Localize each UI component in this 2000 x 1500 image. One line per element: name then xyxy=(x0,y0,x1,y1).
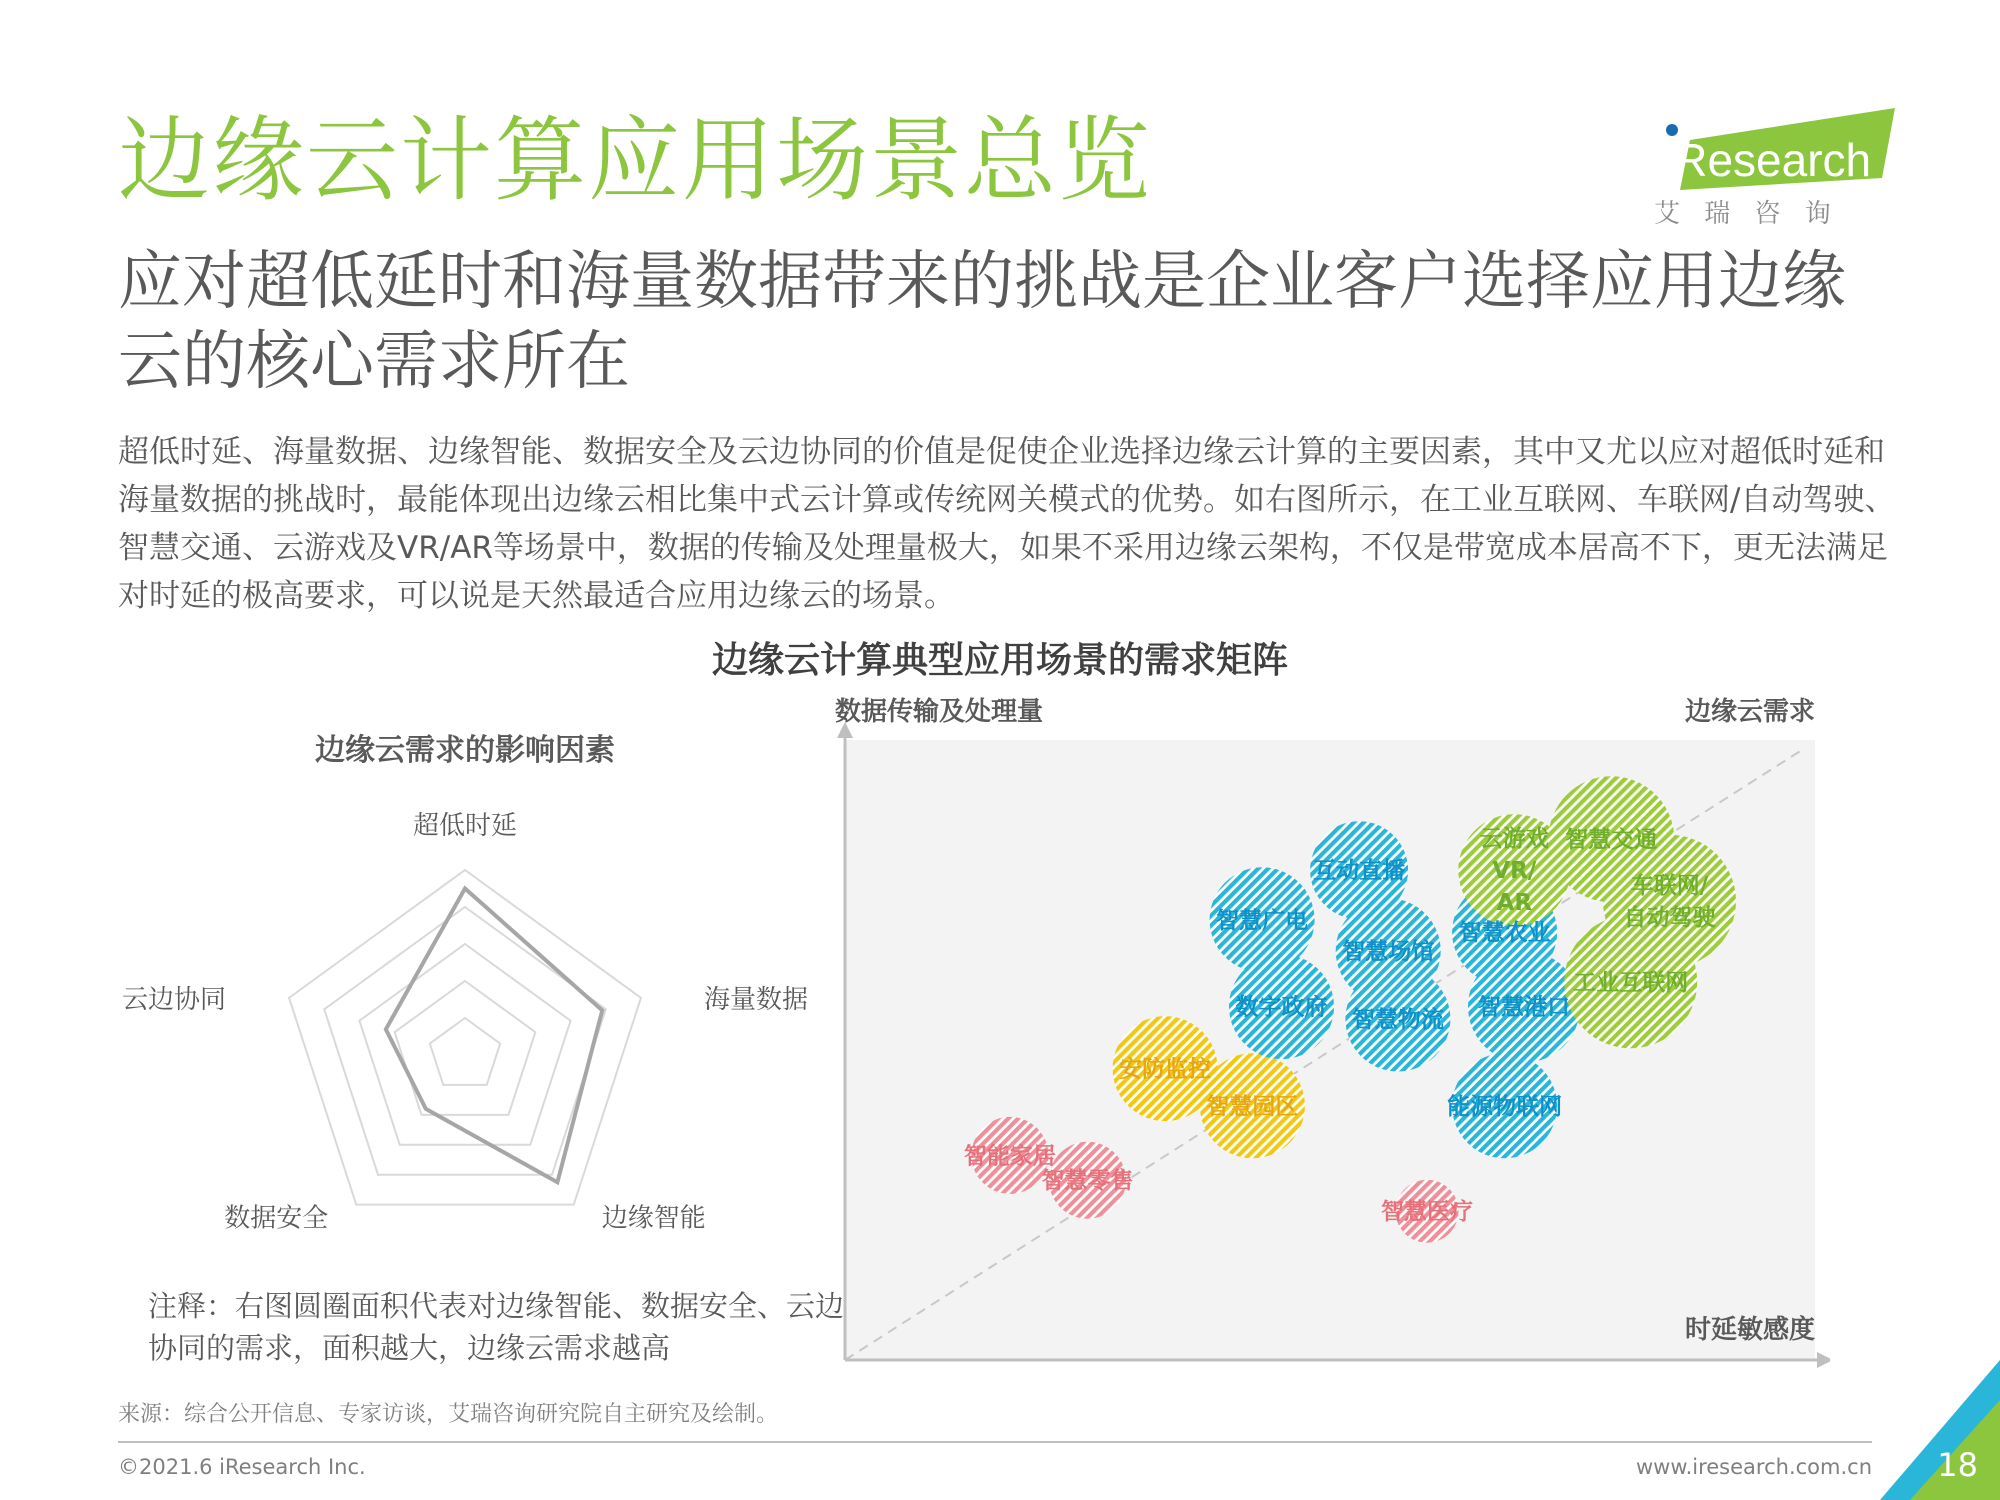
page-title: 边缘云计算应用场景总览 xyxy=(118,107,1153,214)
demand-matrix-chart xyxy=(820,690,1830,1380)
bubble-label: 智慧零售 xyxy=(1041,1168,1134,1195)
matrix-y-axis-label: 数据传输及处理量 xyxy=(835,697,1044,727)
source-note: 来源：综合公开信息、专家访谈，艾瑞咨询研究院自主研究及绘制。 xyxy=(118,1402,779,1427)
matrix-diagonal-label: 边缘云需求 xyxy=(1684,697,1815,727)
radar-axis-label: 超低时延 xyxy=(412,811,518,841)
radar-series-polygon xyxy=(386,889,602,1183)
bubble-label: 智慧港口 xyxy=(1478,994,1570,1021)
bubble-label: 智慧园区 xyxy=(1206,1093,1299,1120)
radar-axis-label: 数据安全 xyxy=(224,1203,329,1234)
radar-axis-label: 海量数据 xyxy=(703,984,808,1015)
bubble-label: 智慧医疗 xyxy=(1381,1199,1473,1226)
bubble-label: 智慧场馆 xyxy=(1342,938,1435,965)
radar-chart xyxy=(120,770,820,1270)
matrix-x-axis-label: 时延敏感度 xyxy=(1684,1315,1815,1345)
chart-note: 注释：右图圆圈面积代表对边缘智能、数据安全、云边协同的需求，面积越大，边缘云需求越高 xyxy=(148,1289,845,1365)
bubble-label: 智能家居 xyxy=(963,1143,1056,1170)
bubble-label: 车联网/自动驾驶 xyxy=(1623,873,1716,932)
footer-divider xyxy=(118,1441,1872,1443)
iresearch-logo xyxy=(1650,100,1910,230)
matrix-chart-title: 边缘云计算典型应用场景的需求矩阵 xyxy=(711,640,1288,681)
bubble-label: 智慧广电 xyxy=(1216,907,1309,934)
bubble-label: 工业互联网 xyxy=(1573,969,1689,996)
page-number: 18 xyxy=(1937,1446,1978,1484)
copyright-text: ©2021.6 iResearch Inc. xyxy=(118,1455,366,1479)
bubble-label: 智慧交通 xyxy=(1565,827,1658,854)
bubble-label: 智慧农业 xyxy=(1458,920,1551,947)
website-link[interactable]: www.iresearch.com.cn xyxy=(1635,1455,1872,1479)
bubble-label: 智慧物流 xyxy=(1351,1007,1444,1033)
bubble-label: 能源物联网 xyxy=(1447,1093,1563,1120)
bubble-label: 云游戏 VR/ AR xyxy=(1479,826,1549,917)
intro-paragraph: 超低时延、海量数据、边缘智能、数据安全及云边协同的价值是促使企业选择边缘云计算的主要因素，其中又尤以应对超低时延和海量数据的挑战时，最能体现出边缘云相比集中式云计算或传统网关模式的优势。如右图所示，在工业互联网、车联网/自动驾驶、智慧交通、云游戏及VR/AR等场景中，数据的传输及处理量极大，如果不采用边缘云架构，不仅是带宽成本居高不下，更无法满足对时延的极高要求，可以说是天然最适合应用边缘云的场景。 xyxy=(118,434,1896,614)
logo-chinese-text: 艾 瑞 咨 询 xyxy=(1654,199,1839,229)
radar-axis-label: 云边协同 xyxy=(122,984,227,1015)
radar-chart-title: 边缘云需求的影响因素 xyxy=(315,733,615,768)
logo-brand-text: iResearch xyxy=(1664,134,1872,186)
bubble-label: 互动直播 xyxy=(1313,858,1406,885)
radar-axis-label: 边缘智能 xyxy=(601,1203,706,1234)
bubble-label: 安防监控 xyxy=(1119,1056,1212,1083)
x-axis-arrow-icon xyxy=(1817,1352,1830,1368)
radar-ring-2 xyxy=(395,981,536,1115)
page-subtitle: 应对超低延时和海量数据带来的挑战是企业客户选择应用边缘云的核心需求所在 xyxy=(118,245,1846,399)
bubble-label: 数字政府 xyxy=(1235,994,1328,1021)
radar-ring-1 xyxy=(430,1018,500,1085)
radar-ring-5 xyxy=(289,870,641,1205)
